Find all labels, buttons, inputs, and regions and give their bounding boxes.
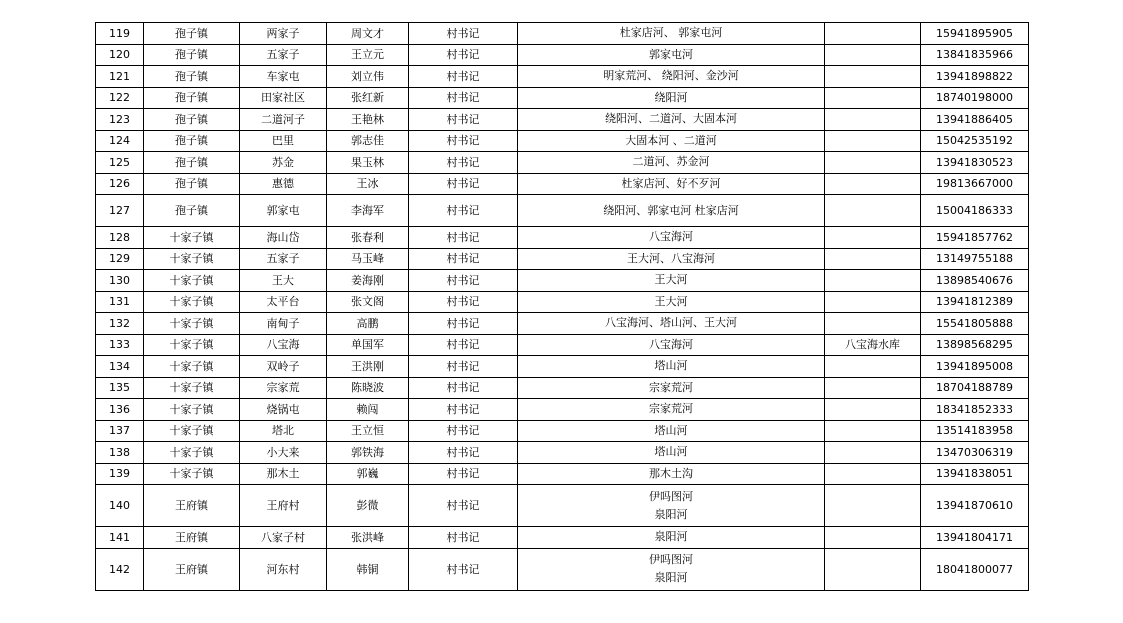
rivers-cell — [518, 313, 825, 335]
secretary-name-cell: 马玉峰 — [327, 248, 409, 270]
river-name: 杜家店河、 郭家屯河 — [619, 26, 723, 40]
phone-cell: 13941804171 — [921, 527, 1029, 549]
rivers-cell — [518, 109, 825, 131]
phone-cell: 15541805888 — [921, 313, 1029, 335]
secretary-name-cell: 李海军 — [327, 195, 409, 227]
town-cell: 孢子镇 — [144, 87, 240, 109]
town-cell: 十家子镇 — [144, 334, 240, 356]
table-row — [96, 44, 1029, 66]
town-cell: 孢子镇 — [144, 195, 240, 227]
river-name: 八宝海河、塔山河、王大河 — [605, 316, 737, 330]
town-cell: 十家子镇 — [144, 420, 240, 442]
reservoir-cell — [825, 23, 921, 45]
rivers-cell — [518, 270, 825, 292]
village-cell: 苏金 — [240, 152, 327, 174]
position-cell: 村书记 — [409, 334, 518, 356]
village-cell: 五家子 — [240, 44, 327, 66]
river-name: 大固本河 、二道河 — [625, 133, 717, 147]
reservoir-cell — [825, 291, 921, 313]
rivers-cell — [518, 356, 825, 378]
river-name: 伊吗图河 — [649, 553, 693, 566]
village-cell: 塔北 — [240, 420, 327, 442]
phone-cell: 13898540676 — [921, 270, 1029, 292]
rivers-cell — [518, 548, 825, 590]
rivers-cell — [518, 173, 825, 195]
secretary-name-cell: 郭巍 — [327, 463, 409, 485]
secretary-name-cell: 王冰 — [327, 173, 409, 195]
river-name: 宗家荒河 — [649, 380, 693, 394]
phone-cell: 13470306319 — [921, 442, 1029, 464]
table-row — [96, 195, 1029, 227]
row-number-cell: 127 — [96, 195, 144, 227]
table-row — [96, 248, 1029, 270]
river-name: 塔山河 — [654, 359, 688, 373]
river-name: 绕阳河、二道河、大固本河 — [605, 112, 737, 126]
river-name: 塔山河 — [654, 445, 688, 459]
river-name: 王大河 — [654, 273, 688, 287]
secretary-name-cell: 刘立伟 — [327, 66, 409, 88]
phone-cell: 15004186333 — [921, 195, 1029, 227]
row-number-cell: 123 — [96, 109, 144, 131]
position-cell: 村书记 — [409, 399, 518, 421]
village-cell: 五家子 — [240, 248, 327, 270]
town-cell: 十家子镇 — [144, 313, 240, 335]
rivers-cell — [518, 334, 825, 356]
rivers-cell — [518, 442, 825, 464]
village-cell: 二道河子 — [240, 109, 327, 131]
row-number-cell: 141 — [96, 527, 144, 549]
reservoir-cell — [825, 66, 921, 88]
rivers-cell — [518, 527, 825, 549]
river-name: 塔山河 — [654, 423, 688, 437]
phone-cell: 19813667000 — [921, 173, 1029, 195]
rivers-cell — [518, 485, 825, 527]
row-number-cell: 125 — [96, 152, 144, 174]
river-name: 杜家店河、好不歹河 — [621, 176, 721, 190]
river-name: 明家荒河、 绕阳河、金沙河 — [603, 69, 739, 83]
village-cell: 王府村 — [240, 485, 327, 527]
secretary-name-cell: 单国军 — [327, 334, 409, 356]
table-row — [96, 130, 1029, 152]
row-number-cell: 119 — [96, 23, 144, 45]
table-row — [96, 173, 1029, 195]
position-cell: 村书记 — [409, 130, 518, 152]
position-cell: 村书记 — [409, 463, 518, 485]
phone-cell: 15941857762 — [921, 227, 1029, 249]
row-number-cell: 140 — [96, 485, 144, 527]
secretary-name-cell: 张春利 — [327, 227, 409, 249]
position-cell: 村书记 — [409, 109, 518, 131]
reservoir-cell — [825, 173, 921, 195]
position-cell: 村书记 — [409, 485, 518, 527]
position-cell: 村书记 — [409, 548, 518, 590]
rivers-cell — [518, 399, 825, 421]
rivers-cell — [518, 195, 825, 227]
river-name: 郭家屯河 — [649, 47, 693, 61]
town-cell: 十家子镇 — [144, 291, 240, 313]
position-cell: 村书记 — [409, 44, 518, 66]
village-cell: 河东村 — [240, 548, 327, 590]
village-cell: 田家社区 — [240, 87, 327, 109]
reservoir-cell — [825, 463, 921, 485]
reservoir-cell: 八宝海水库 — [825, 334, 921, 356]
row-number-cell: 139 — [96, 463, 144, 485]
table-row — [96, 463, 1029, 485]
table-row — [96, 270, 1029, 292]
town-cell: 十家子镇 — [144, 270, 240, 292]
village-cell: 那木土 — [240, 463, 327, 485]
table-row — [96, 313, 1029, 335]
town-cell: 十家子镇 — [144, 399, 240, 421]
village-cell: 双岭子 — [240, 356, 327, 378]
town-cell: 十家子镇 — [144, 248, 240, 270]
table-row — [96, 109, 1029, 131]
river-name: 王大河 — [654, 294, 688, 308]
row-number-cell: 121 — [96, 66, 144, 88]
town-cell: 孢子镇 — [144, 130, 240, 152]
village-cell: 八宝海 — [240, 334, 327, 356]
row-number-cell: 134 — [96, 356, 144, 378]
village-cell: 王大 — [240, 270, 327, 292]
secretary-name-cell: 彭微 — [327, 485, 409, 527]
table-row — [96, 66, 1029, 88]
table-row — [96, 399, 1029, 421]
row-number-cell: 138 — [96, 442, 144, 464]
table-row — [96, 485, 1029, 527]
reservoir-cell — [825, 227, 921, 249]
village-cell: 宗家荒 — [240, 377, 327, 399]
position-cell: 村书记 — [409, 195, 518, 227]
position-cell: 村书记 — [409, 87, 518, 109]
reservoir-cell — [825, 270, 921, 292]
position-cell: 村书记 — [409, 291, 518, 313]
town-cell: 孢子镇 — [144, 23, 240, 45]
village-cell: 烧锅屯 — [240, 399, 327, 421]
town-cell: 十家子镇 — [144, 356, 240, 378]
rivers-cell — [518, 291, 825, 313]
position-cell: 村书记 — [409, 270, 518, 292]
town-cell: 孢子镇 — [144, 152, 240, 174]
row-number-cell: 133 — [96, 334, 144, 356]
village-cell: 两家子 — [240, 23, 327, 45]
position-cell: 村书记 — [409, 23, 518, 45]
river-name: 那木土沟 — [649, 466, 693, 480]
phone-cell: 13941895008 — [921, 356, 1029, 378]
town-cell: 孢子镇 — [144, 109, 240, 131]
river-name: 八宝海河 — [649, 337, 693, 351]
phone-cell: 13941830523 — [921, 152, 1029, 174]
table-row — [96, 420, 1029, 442]
village-secretary-table — [95, 22, 1029, 591]
secretary-name-cell: 陈晓波 — [327, 377, 409, 399]
rivers-cell — [518, 463, 825, 485]
table-row — [96, 227, 1029, 249]
secretary-name-cell: 姜海刚 — [327, 270, 409, 292]
row-number-cell: 131 — [96, 291, 144, 313]
rivers-cell — [518, 420, 825, 442]
position-cell: 村书记 — [409, 227, 518, 249]
secretary-name-cell: 韩铜 — [327, 548, 409, 590]
river-name: 绕阳河 — [654, 90, 688, 104]
row-number-cell: 128 — [96, 227, 144, 249]
rivers-cell — [518, 23, 825, 45]
position-cell: 村书记 — [409, 356, 518, 378]
position-cell: 村书记 — [409, 173, 518, 195]
village-cell: 郭家屯 — [240, 195, 327, 227]
river-name: 二道河、苏金河 — [632, 155, 710, 169]
phone-cell: 15941895905 — [921, 23, 1029, 45]
town-cell: 十家子镇 — [144, 227, 240, 249]
phone-cell: 18740198000 — [921, 87, 1029, 109]
table-row — [96, 152, 1029, 174]
rivers-cell — [518, 377, 825, 399]
secretary-name-cell: 王艳林 — [327, 109, 409, 131]
rivers-cell — [518, 130, 825, 152]
secretary-name-cell: 赖闯 — [327, 399, 409, 421]
position-cell: 村书记 — [409, 313, 518, 335]
phone-cell: 13841835966 — [921, 44, 1029, 66]
river-name: 八宝海河 — [649, 230, 693, 244]
row-number-cell: 142 — [96, 548, 144, 590]
reservoir-cell — [825, 420, 921, 442]
village-cell: 南甸子 — [240, 313, 327, 335]
secretary-name-cell: 周文才 — [327, 23, 409, 45]
reservoir-cell — [825, 248, 921, 270]
table-row — [96, 356, 1029, 378]
table-row — [96, 442, 1029, 464]
position-cell: 村书记 — [409, 442, 518, 464]
position-cell: 村书记 — [409, 152, 518, 174]
town-cell: 孢子镇 — [144, 173, 240, 195]
phone-cell: 13941898822 — [921, 66, 1029, 88]
reservoir-cell — [825, 109, 921, 131]
row-number-cell: 132 — [96, 313, 144, 335]
village-cell: 巴里 — [240, 130, 327, 152]
row-number-cell: 120 — [96, 44, 144, 66]
reservoir-cell — [825, 485, 921, 527]
town-cell: 十家子镇 — [144, 463, 240, 485]
secretary-name-cell: 高鹏 — [327, 313, 409, 335]
river-name: 绕阳河、郭家屯河 杜家店河 — [603, 203, 739, 217]
table-row — [96, 334, 1029, 356]
table-body — [96, 23, 1029, 591]
row-number-cell: 129 — [96, 248, 144, 270]
reservoir-cell — [825, 130, 921, 152]
row-number-cell: 136 — [96, 399, 144, 421]
secretary-name-cell: 张洪峰 — [327, 527, 409, 549]
town-cell: 王府镇 — [144, 548, 240, 590]
river-name: 王大河、八宝海河 — [627, 251, 715, 265]
phone-cell: 13514183958 — [921, 420, 1029, 442]
river-name: 泉阳河 — [654, 507, 688, 521]
rivers-cell — [518, 227, 825, 249]
reservoir-cell — [825, 399, 921, 421]
phone-cell: 18041800077 — [921, 548, 1029, 590]
river-name: 伊吗图河 — [649, 489, 693, 503]
reservoir-cell — [825, 527, 921, 549]
position-cell: 村书记 — [409, 420, 518, 442]
row-number-cell: 137 — [96, 420, 144, 442]
rivers-cell — [518, 66, 825, 88]
town-cell: 十家子镇 — [144, 377, 240, 399]
reservoir-cell — [825, 195, 921, 227]
row-number-cell: 130 — [96, 270, 144, 292]
table-row — [96, 23, 1029, 45]
secretary-name-cell: 张红新 — [327, 87, 409, 109]
reservoir-cell — [825, 442, 921, 464]
table-row — [96, 377, 1029, 399]
secretary-name-cell: 郭铁海 — [327, 442, 409, 464]
rivers-cell — [518, 44, 825, 66]
row-number-cell: 122 — [96, 87, 144, 109]
row-number-cell: 124 — [96, 130, 144, 152]
secretary-name-cell: 张文阁 — [327, 291, 409, 313]
reservoir-cell — [825, 356, 921, 378]
phone-cell: 13941812389 — [921, 291, 1029, 313]
town-cell: 孢子镇 — [144, 44, 240, 66]
phone-cell: 13898568295 — [921, 334, 1029, 356]
village-cell: 八家子村 — [240, 527, 327, 549]
phone-cell: 13149755188 — [921, 248, 1029, 270]
town-cell: 十家子镇 — [144, 442, 240, 464]
secretary-name-cell: 郭志佳 — [327, 130, 409, 152]
phone-cell: 18704188789 — [921, 377, 1029, 399]
village-cell: 小大来 — [240, 442, 327, 464]
reservoir-cell — [825, 548, 921, 590]
position-cell: 村书记 — [409, 66, 518, 88]
reservoir-cell — [825, 313, 921, 335]
table-row — [96, 291, 1029, 313]
town-cell: 王府镇 — [144, 527, 240, 549]
rivers-cell — [518, 152, 825, 174]
table-row — [96, 527, 1029, 549]
rivers-cell — [518, 248, 825, 270]
reservoir-cell — [825, 377, 921, 399]
river-name: 宗家荒河 — [649, 402, 693, 416]
phone-cell: 13941838051 — [921, 463, 1029, 485]
secretary-name-cell: 王洪刚 — [327, 356, 409, 378]
village-cell: 惠德 — [240, 173, 327, 195]
row-number-cell: 135 — [96, 377, 144, 399]
river-name: 泉阳河 — [654, 530, 688, 544]
river-name: 泉阳河 — [654, 571, 688, 584]
town-cell: 王府镇 — [144, 485, 240, 527]
village-cell: 海山岱 — [240, 227, 327, 249]
town-cell: 孢子镇 — [144, 66, 240, 88]
row-number-cell: 126 — [96, 173, 144, 195]
phone-cell: 18341852333 — [921, 399, 1029, 421]
reservoir-cell — [825, 44, 921, 66]
position-cell: 村书记 — [409, 377, 518, 399]
phone-cell: 13941886405 — [921, 109, 1029, 131]
phone-cell: 13941870610 — [921, 485, 1029, 527]
position-cell: 村书记 — [409, 527, 518, 549]
rivers-cell — [518, 87, 825, 109]
position-cell: 村书记 — [409, 248, 518, 270]
table-row — [96, 87, 1029, 109]
secretary-name-cell: 王立恒 — [327, 420, 409, 442]
secretary-name-cell: 王立元 — [327, 44, 409, 66]
reservoir-cell — [825, 152, 921, 174]
table-row — [96, 548, 1029, 590]
phone-cell: 15042535192 — [921, 130, 1029, 152]
village-cell: 太平台 — [240, 291, 327, 313]
village-cell: 车家屯 — [240, 66, 327, 88]
secretary-name-cell: 果玉林 — [327, 152, 409, 174]
reservoir-cell — [825, 87, 921, 109]
